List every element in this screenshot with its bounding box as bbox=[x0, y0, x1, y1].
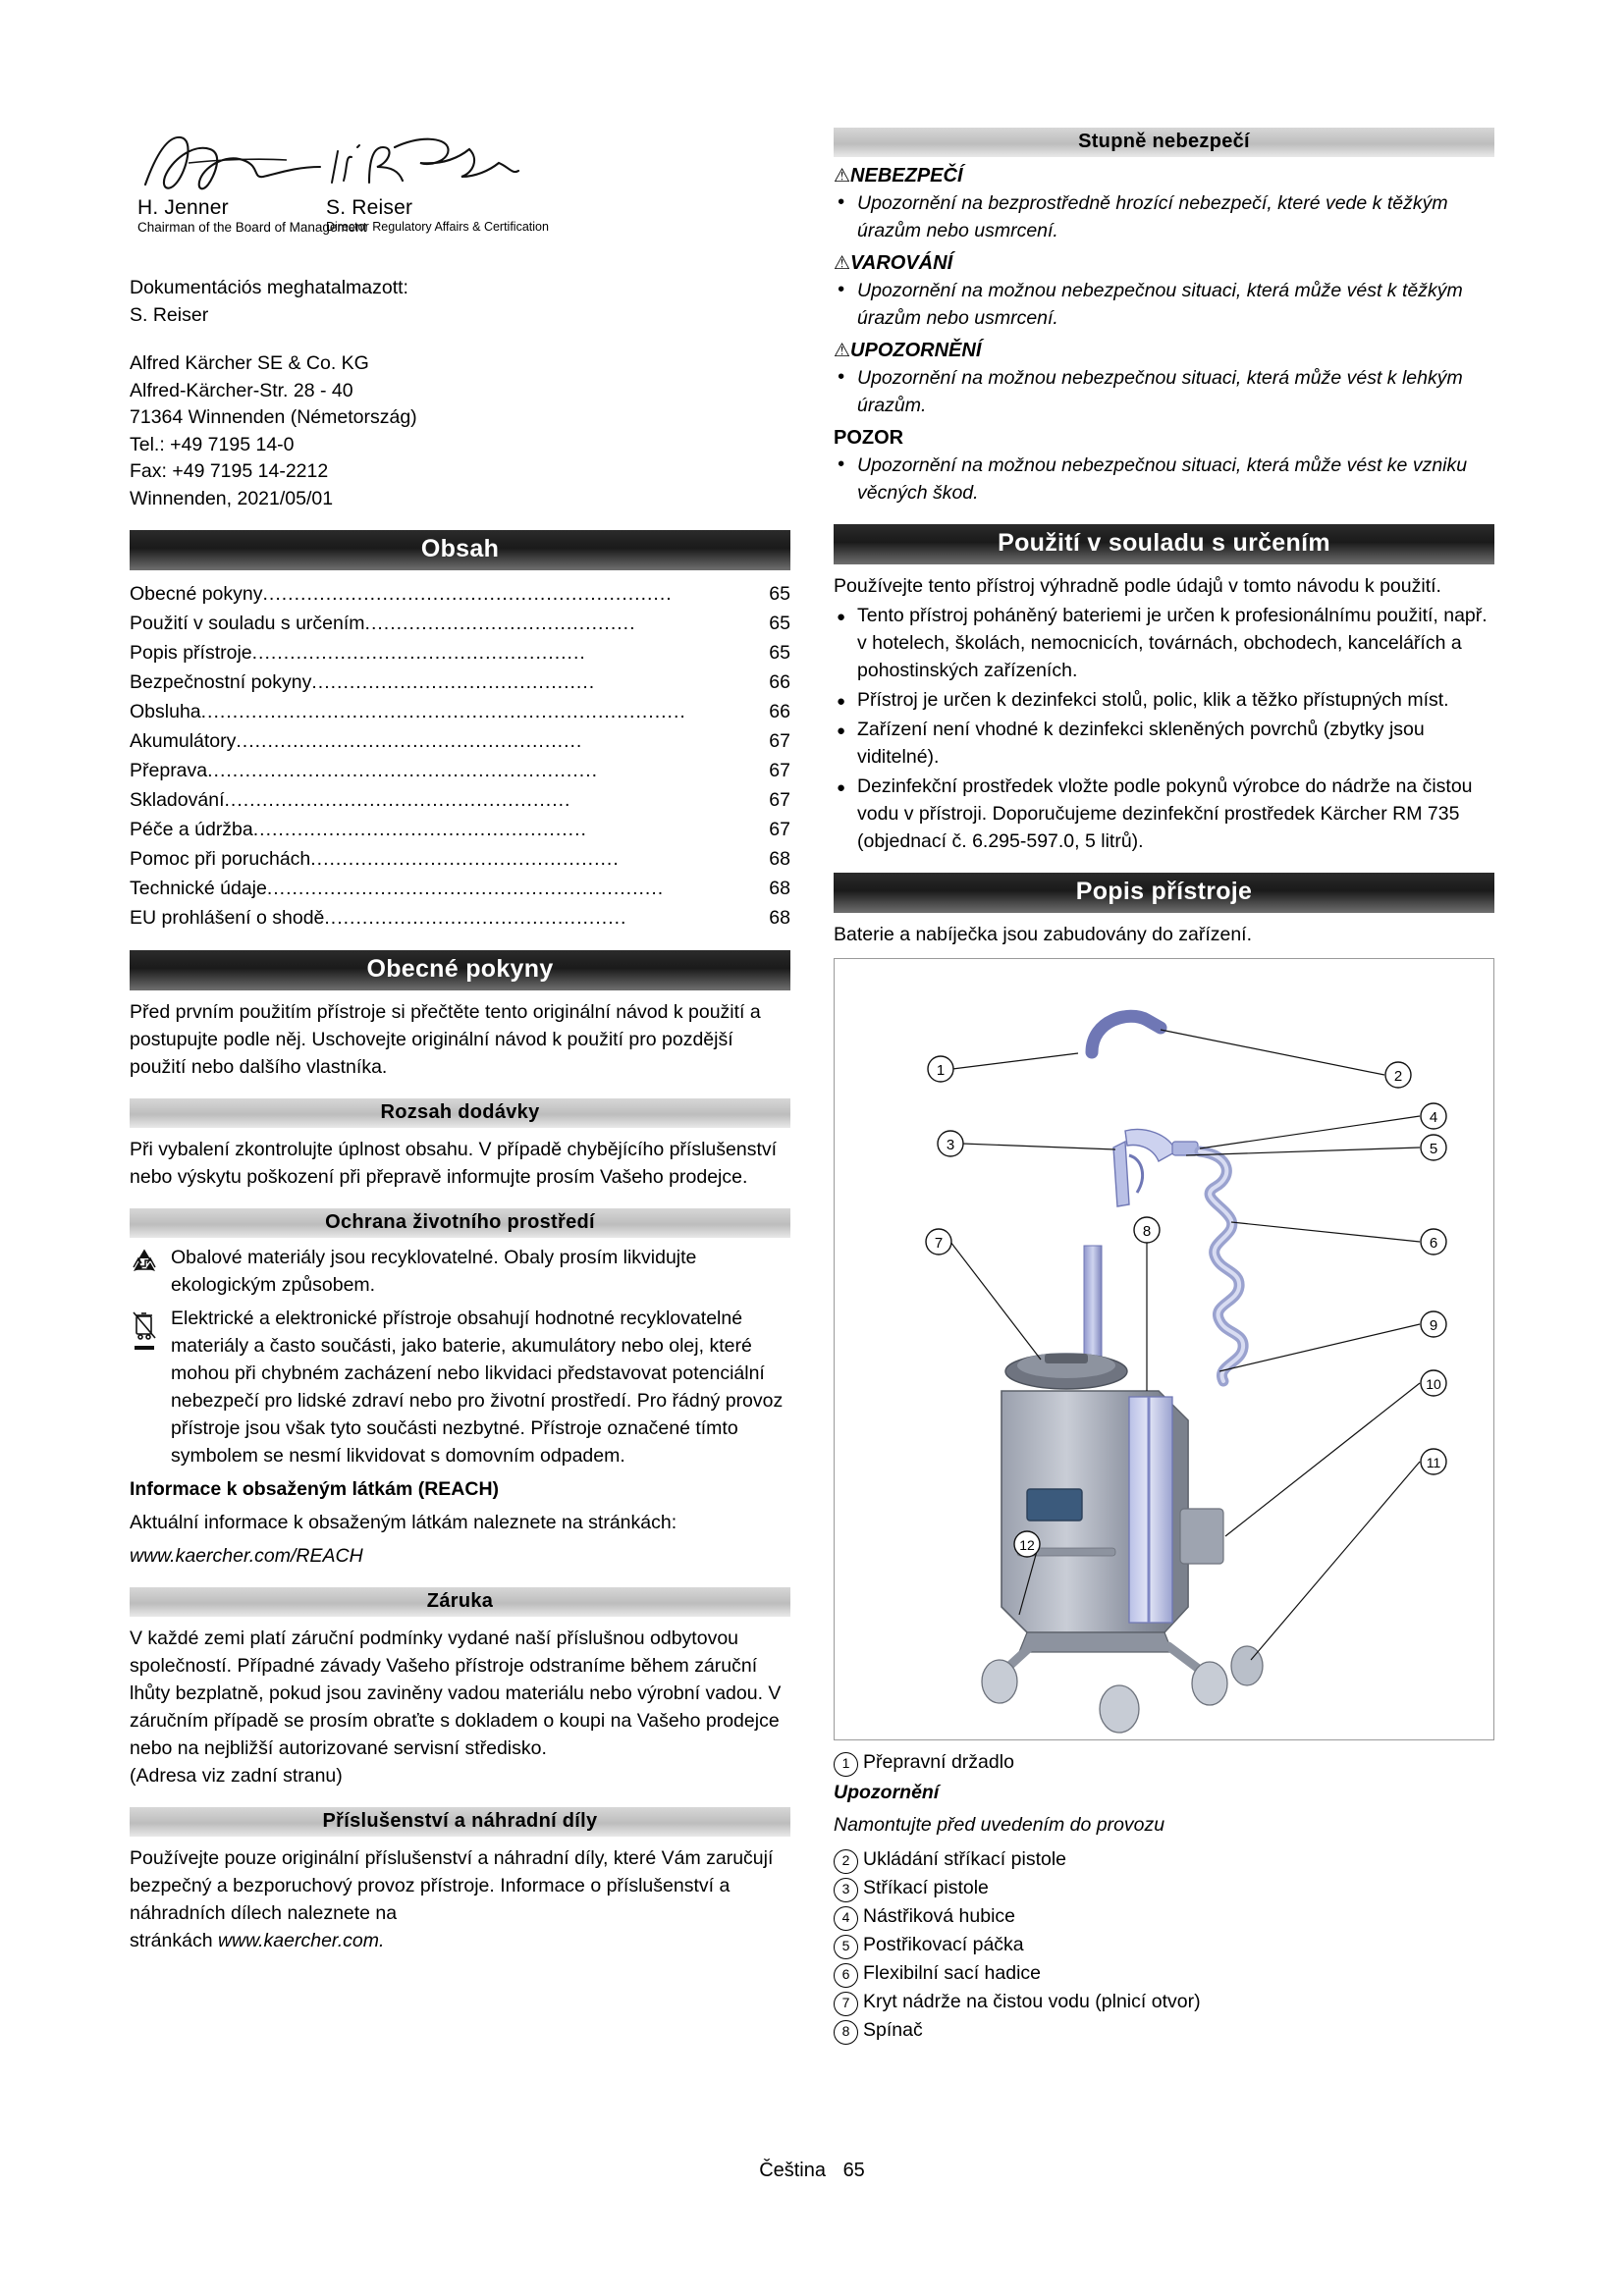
toc-dots: ............................................................................. bbox=[200, 701, 686, 722]
intended-use-intro: Používejte tento přístroj výhradně podle údajů v tomto návodu k použití. bbox=[834, 575, 1441, 597]
toc-entry-page: 65 bbox=[769, 642, 790, 664]
hazard-warning-text: • Upozornění na možnou nebezpečnou situaci, která může vést k těžkým úrazům nebo usmrcení. bbox=[834, 277, 1494, 332]
toc-entry-label: EU prohlášení o shodě bbox=[130, 907, 325, 929]
toc-entry[interactable] bbox=[130, 726, 790, 756]
toc-entry-label: Péče a údržba bbox=[130, 819, 253, 840]
left-column bbox=[130, 128, 790, 2045]
accessories-url[interactable]: www.kaercher.com. bbox=[217, 1930, 385, 1951]
legend-text: Nástřiková hubice bbox=[863, 1905, 1015, 1927]
general-notes-text: Před prvním použitím přístroje si přečtěte tento originální návod k použití a postupujte podle něj. Uschovejte originální návod k použití pro pozdější použití nebo dalšího vlastníka. bbox=[130, 1001, 761, 1078]
svg-text:9: 9 bbox=[1429, 1317, 1438, 1334]
hazard-danger-heading bbox=[834, 165, 1494, 187]
company-name: Alfred Kärcher SE & Co. KG bbox=[130, 352, 369, 374]
svg-text:10: 10 bbox=[1426, 1376, 1441, 1392]
callout-number: 4 bbox=[834, 1906, 858, 1931]
svg-text:1: 1 bbox=[936, 1062, 946, 1079]
footer-page-number: 65 bbox=[842, 2160, 865, 2181]
intended-use-title: Použití v souladu s určením bbox=[834, 524, 1494, 564]
warning-triangle-icon: ⚠ bbox=[834, 253, 851, 274]
reach-url[interactable]: www.kaercher.com/REACH bbox=[130, 1545, 363, 1567]
toc-entry-page: 67 bbox=[769, 819, 790, 840]
scope-of-delivery-title: Rozsah dodávky bbox=[130, 1098, 790, 1128]
list-item bbox=[834, 1874, 1494, 1902]
accessories-title: Příslušenství a náhradní díly bbox=[130, 1807, 790, 1837]
toc-entry[interactable] bbox=[130, 667, 790, 697]
hazard-levels-title: Stupně nebezpečí bbox=[834, 128, 1494, 157]
hazard-danger-list bbox=[834, 189, 1494, 244]
toc-entry[interactable] bbox=[130, 697, 790, 726]
page-footer bbox=[0, 2160, 1624, 2182]
svg-text:3: 3 bbox=[946, 1137, 955, 1153]
toc-entry[interactable] bbox=[130, 844, 790, 874]
general-notes-section bbox=[130, 950, 790, 1081]
device-description-intro: Baterie a nabíječka jsou zabudovány do zařízení. bbox=[834, 924, 1253, 945]
address-block bbox=[130, 275, 790, 512]
toc-entry-page: 68 bbox=[769, 907, 790, 929]
toc-entry[interactable] bbox=[130, 815, 790, 844]
device-description-section bbox=[834, 873, 1494, 2045]
legend-text: Spínač bbox=[863, 2019, 923, 2041]
list-item bbox=[834, 1931, 1494, 1959]
warranty-title: Záruka bbox=[130, 1587, 790, 1617]
right-column bbox=[834, 128, 1494, 2045]
device-legend bbox=[834, 1748, 1494, 2045]
list-item bbox=[834, 1959, 1494, 1988]
callout-number: 7 bbox=[834, 1992, 858, 2016]
toc-dots: ..................................................... bbox=[251, 642, 586, 664]
callout-number: 2 bbox=[834, 1849, 858, 1874]
toc-entry-page: 67 bbox=[769, 789, 790, 811]
toc-dots: ............................................................... bbox=[266, 878, 665, 899]
svg-text:7: 7 bbox=[934, 1235, 944, 1252]
signature-block-2 bbox=[326, 128, 549, 234]
hazard-attention-list bbox=[834, 452, 1494, 507]
toc-entry[interactable] bbox=[130, 638, 790, 667]
legend-text: Stříkací pistole bbox=[863, 1877, 989, 1898]
signature-role-2: Director Regulatory Affairs & Certification bbox=[326, 220, 549, 234]
list-item bbox=[834, 1748, 1494, 1777]
list-item bbox=[834, 2016, 1494, 2045]
toc-dots: ................................................................. bbox=[262, 583, 673, 605]
legend-text: Přepravní držadlo bbox=[863, 1751, 1014, 1773]
signature-role-1: Chairman of the Board of Management bbox=[137, 220, 367, 235]
toc-entry-page: 66 bbox=[769, 671, 790, 693]
toc-entry[interactable] bbox=[130, 874, 790, 903]
two-column-body bbox=[130, 128, 1494, 2045]
company-tel: Tel.: +49 7195 14-0 bbox=[130, 433, 295, 455]
legend-text: Flexibilní sací hadice bbox=[863, 1962, 1042, 1984]
toc-entry-page: 67 bbox=[769, 760, 790, 781]
toc-entry[interactable] bbox=[130, 756, 790, 785]
hazard-warning-heading bbox=[834, 252, 1494, 275]
company-city: 71364 Winnenden (Németország) bbox=[130, 406, 417, 428]
toc-dots: ..................................................... bbox=[252, 819, 587, 840]
svg-text:8: 8 bbox=[1142, 1223, 1152, 1240]
warranty-text: V každé zemi platí záruční podmínky vydané naší příslušnou odbytovou společností. Případné závady Vašeho přístroje odstraníme během záruční lhůty bezplatně, pokud jsou zaviněny vadou materiálu nebo výrobní vadou. V záručním případě se prosím obraťte s dokladem o koupi na Vašeho prodejce nebo na nejbližší autorizované servisní středisko. bbox=[130, 1628, 782, 1759]
hazard-caution-list bbox=[834, 364, 1494, 419]
legend-text: Postřikovací páčka bbox=[863, 1934, 1024, 1955]
handwritten-signature-2 bbox=[326, 128, 549, 196]
toc-entry-label: Akumulátory bbox=[130, 730, 237, 752]
signature-name-2: S. Reiser bbox=[326, 196, 413, 219]
intended-use-list bbox=[834, 602, 1494, 855]
warning-triangle-icon: ⚠ bbox=[834, 341, 851, 361]
toc-entry-label: Obecné pokyny bbox=[130, 583, 263, 605]
svg-text:2: 2 bbox=[1393, 1068, 1403, 1085]
hazard-caution-text: • Upozornění na možnou nebezpečnou situaci, která může vést k lehkým úrazům. bbox=[834, 364, 1494, 419]
toc-entry[interactable] bbox=[130, 609, 790, 638]
toc-entry-label: Bezpečnostní pokyny bbox=[130, 671, 312, 693]
toc-entry-label: Technické údaje bbox=[130, 878, 267, 899]
toc-entry-page: 65 bbox=[769, 583, 790, 605]
toc-entry-label: Pomoc při poruchách bbox=[130, 848, 311, 870]
toc-dots: ................................................. bbox=[310, 848, 620, 870]
toc-dots: ................................................ bbox=[324, 907, 627, 929]
reach-text: Aktuální informace k obsaženým látkám naleznete na stránkách: bbox=[130, 1512, 677, 1533]
doc-authorization-line: Dokumentációs meghatalmazott: bbox=[130, 277, 408, 298]
general-notes-title: Obecné pokyny bbox=[130, 950, 790, 990]
svg-text:12: 12 bbox=[1019, 1537, 1035, 1553]
svg-text:6: 6 bbox=[1429, 1235, 1438, 1252]
device-diagram bbox=[834, 958, 1494, 1740]
callout-number: 1 bbox=[834, 1752, 858, 1777]
toc-entry[interactable] bbox=[130, 579, 790, 609]
hazard-warning-list bbox=[834, 277, 1494, 332]
toc-dots: .............................................................. bbox=[207, 760, 599, 781]
toc-entry-page: 66 bbox=[769, 701, 790, 722]
scope-of-delivery-section bbox=[130, 1098, 790, 1191]
environment-weee-text: Elektrické a elektronické přístroje obsahují hodnotné recyklovatelné materiály a často součásti, jako baterie, akumulátory nebo olej, které mohou při chybném zacházení nebo likvidaci představovat potenciální nebezpečí pro lidské zdraví nebo pro životní prostředí. Pro řádný provoz přístroje jsou však tyto součásti nezbytné. Přístroje označené tímto symbolem se nesmí likvidovat s domovním odpadem. bbox=[171, 1308, 784, 1467]
company-street: Alfred-Kärcher-Str. 28 - 40 bbox=[130, 379, 353, 401]
list-item bbox=[834, 1845, 1494, 1874]
toc-dots: ....................................................... bbox=[236, 730, 583, 752]
toc-entry[interactable] bbox=[130, 903, 790, 933]
environment-recycling-text: Obalové materiály jsou recyklovatelné. Obaly prosím likvidujte ekologickým způsobem. bbox=[171, 1247, 697, 1296]
hazard-danger-label: NEBEZPEČÍ bbox=[850, 165, 963, 187]
hazard-caution-label: UPOZORNĚNÍ bbox=[850, 340, 982, 361]
callout-number: 6 bbox=[834, 1963, 858, 1988]
list-item bbox=[834, 1988, 1494, 2016]
environment-recycling-row bbox=[130, 1244, 790, 1299]
toc-entry-page: 65 bbox=[769, 613, 790, 634]
toc-section bbox=[130, 530, 790, 933]
list-item: ● Dezinfekční prostředek vložte podle pokynů výrobce do nádrže na čistou vodu v přístroji. Doporučujeme dezinfekční prostředek Kärcher RM 735 (objednací č. 6.295-597.0, 5 litrů). bbox=[834, 773, 1494, 855]
crossed-out-wheeled-bin-icon bbox=[130, 1305, 163, 1469]
toc-title: Obsah bbox=[130, 530, 790, 570]
hazard-attention-label: POZOR bbox=[834, 427, 904, 449]
note-heading: Upozornění bbox=[834, 1782, 940, 1803]
list-item: ● Tento přístroj poháněný bateriemi je určen k profesionálnímu použití, např. v hotelech, školách, nemocnicích, továrnách, obchodech, kancelářích a pohostinských zařízeních. bbox=[834, 602, 1494, 684]
warning-triangle-icon: ⚠ bbox=[834, 166, 851, 187]
toc-dots: ............................................. bbox=[311, 671, 596, 693]
toc-entry-label: Přeprava bbox=[130, 760, 208, 781]
company-fax: Fax: +49 7195 14-2212 bbox=[130, 460, 329, 482]
list-item: ● Zařízení není vhodné k dezinfekci skleněných povrchů (zbytky jsou viditelné). bbox=[834, 716, 1494, 771]
environment-section bbox=[130, 1208, 790, 1570]
callout-number: 8 bbox=[834, 2020, 858, 2045]
hazard-warning-label: VAROVÁNÍ bbox=[850, 252, 953, 274]
environment-weee-row bbox=[130, 1305, 790, 1469]
toc-entry-page: 68 bbox=[769, 878, 790, 899]
toc-dots: ........................................... bbox=[364, 613, 636, 634]
signature-row bbox=[130, 128, 790, 265]
place-date: Winnenden, 2021/05/01 bbox=[130, 487, 334, 509]
list-item bbox=[834, 1902, 1494, 1931]
hazard-attention-heading bbox=[834, 427, 1494, 450]
toc-entry-page: 67 bbox=[769, 730, 790, 752]
toc-entry-label: Použití v souladu s určením bbox=[130, 613, 365, 634]
environment-title: Ochrana životního prostředí bbox=[130, 1208, 790, 1238]
doc-authorization-name: S. Reiser bbox=[130, 303, 209, 326]
reach-heading: Informace k obsaženým látkám (REACH) bbox=[130, 1478, 500, 1500]
note-text: Namontujte před uvedením do provozu bbox=[834, 1814, 1165, 1836]
toc-entry[interactable] bbox=[130, 785, 790, 815]
intended-use-section bbox=[834, 524, 1494, 855]
hazard-danger-text: • Upozornění na bezprostředně hrozící nebezpečí, které vede k těžkým úrazům nebo usmrcení. bbox=[834, 189, 1494, 244]
list-item: ● Přístroj je určen k dezinfekci stolů, polic, klik a těžko přístupných míst. bbox=[834, 686, 1494, 714]
scope-of-delivery-text: Při vybalení zkontrolujte úplnost obsahu. V případě chybějícího příslušenství nebo výskytu poškození při přepravě informujte prosím Vašeho prodejce. bbox=[130, 1139, 778, 1188]
accessories-url-prefix: stránkách bbox=[130, 1930, 218, 1951]
toc-entry-label: Popis přístroje bbox=[130, 642, 252, 664]
toc-entry-label: Skladování bbox=[130, 789, 225, 811]
legend-text: Ukládání stříkací pistole bbox=[863, 1848, 1067, 1870]
signature-name-1: H. Jenner bbox=[137, 196, 229, 219]
hazard-caution-heading bbox=[834, 340, 1494, 362]
svg-text:5: 5 bbox=[1429, 1141, 1438, 1157]
accessories-text: Používejte pouze originální příslušenství a náhradní díly, které Vám zaručují bezpečný a bezporuchový provoz přístroje. Informace o příslušenství a náhradních dílech naleznete na bbox=[130, 1847, 774, 1924]
svg-text:11: 11 bbox=[1426, 1455, 1441, 1470]
toc-list bbox=[130, 579, 790, 933]
warranty-note: (Adresa viz zadní stranu) bbox=[130, 1765, 343, 1787]
callout-number: 3 bbox=[834, 1878, 858, 1902]
accessories-url-line bbox=[130, 1927, 790, 1954]
accessories-section bbox=[130, 1807, 790, 1954]
callout-number: 5 bbox=[834, 1935, 858, 1959]
toc-entry-label: Obsluha bbox=[130, 701, 201, 722]
warranty-section bbox=[130, 1587, 790, 1789]
toc-entry-page: 68 bbox=[769, 848, 790, 870]
device-description-title: Popis přístroje bbox=[834, 873, 1494, 913]
hazard-attention-text: • Upozornění na možnou nebezpečnou situaci, která může vést ke vzniku věcných škod. bbox=[834, 452, 1494, 507]
legend-text: Kryt nádrže na čistou vodu (plnicí otvor) bbox=[863, 1991, 1201, 2012]
footer-language: Čeština bbox=[759, 2160, 826, 2181]
toc-dots: ....................................................... bbox=[224, 789, 571, 811]
svg-text:4: 4 bbox=[1429, 1109, 1438, 1126]
hazard-levels-section bbox=[834, 128, 1494, 507]
recycling-icon bbox=[130, 1244, 163, 1299]
